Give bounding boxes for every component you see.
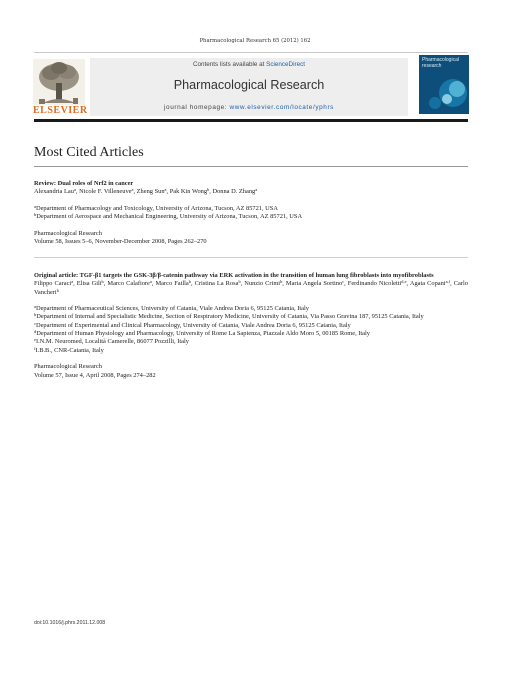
publisher-wordmark: ELSEVIER	[33, 105, 88, 116]
author: Zheng Sun$^a$	[136, 187, 167, 196]
header-divider	[34, 52, 468, 53]
article-title[interactable]: Original article: TGF-β1 targets the GSK-3β/β-catenin pathway via ERK activation in the transition of human lung fibroblasts into myofibroblasts	[34, 272, 434, 279]
article-authors: Alexandria Lau$^a$, Nicole F. Villeneuve$^a$, Zheng Sun$^a$, Pak Kin Wong$^b$, Donna D. Zhang$^a$	[34, 187, 258, 196]
article-entry	[34, 272, 468, 380]
article-journal: Pharmacological Research	[34, 229, 102, 237]
author: Nicole F. Villeneuve$^a$	[79, 187, 134, 196]
article-authors: Filippo Caraci$^a$, Elisa Gili$^b$, Marco Calafiore$^a$, Marco Failla$^b$, Cristina La Rosa$^b$, Nunzio Crimi$^b$, Maria Angela Sortino$^c$, Ferdinando Nicoletti$^{d,e}$, Agata Copani$^{a,f}$, Carlo Vancheri$^b$	[34, 279, 468, 296]
author: Elisa Gili$^b$	[76, 279, 104, 288]
affiliation: $^d$Department of Human Physiology and Pharmacology, University of Rome La Sapienza, Piazzale Aldo Moro 5, 00185 Rome, Italy	[34, 329, 370, 338]
author: Donna D. Zhang$^a$	[212, 187, 258, 196]
author: Agata Copani$^{a,f}$	[409, 279, 451, 288]
page-title: Most Cited Articles	[34, 145, 144, 160]
author: Ferdinando Nicoletti$^{d,e}$	[347, 279, 407, 288]
affiliation: $^a$Department of Pharmacology and Toxicology, University of Arizona, Tucson, AZ 85721, USA	[34, 203, 278, 212]
affiliation: $^a$Department of Pharmaceutical Sciences, University of Catania, Viale Andrea Doria 6, 95125 Catania, Italy	[34, 304, 309, 313]
author: Cristina La Rosa$^b$	[194, 279, 241, 288]
contents-line	[90, 61, 408, 68]
contents-prefix: Contents lists available at	[192, 61, 265, 68]
affiliation: $^c$Department of Experimental and Clinical Pharmacology, University of Catania, Viale Andrea Doria 6, 95125 Catania, Italy	[34, 320, 351, 329]
homepage-prefix: journal homepage:	[164, 104, 228, 111]
author: Alexandria Lau$^a$	[34, 187, 76, 196]
affiliation: $^b$Department of Internal and Specialistic Medicine, Section of Respiratory Medicine, University of Catania, Via Passo Gravina 187, 95125 Catania, Italy	[34, 312, 424, 321]
article-journal: Pharmacological Research	[34, 363, 102, 371]
author: Nunzio Crimi$^b$	[244, 279, 283, 288]
affiliation: $^f$I.B.B., CNR-Catania, Italy	[34, 345, 104, 354]
article-citation: Volume 58, Issues 5–6, November-December 2008, Pages 262–270	[34, 238, 207, 246]
article-citation: Volume 57, Issue 4, April 2008, Pages 274–282	[34, 371, 156, 379]
title-divider	[34, 166, 468, 167]
journal-title: Pharmacological Research	[173, 78, 325, 92]
journal-masthead	[90, 58, 408, 116]
author: Marco Failla$^b$	[155, 279, 191, 288]
homepage-line	[90, 104, 408, 111]
affiliation: $^e$I.N.M. Neuromed, Località Camerelle, 86077 Pozzilli, Italy	[34, 337, 189, 346]
author: Marco Calafiore$^a$	[107, 279, 152, 288]
article-title[interactable]: Review: Dual roles of Nrf2 in cancer	[34, 180, 134, 187]
masthead-rule	[34, 119, 468, 122]
author: Pak Kin Wong$^b$	[169, 187, 210, 196]
article-entry	[34, 180, 468, 246]
affiliation: $^b$Department of Aerospace and Mechanical Engineering, University of Arizona, Tucson, AZ 85721, USA	[34, 212, 303, 221]
running-head: Pharmacological Research 65 (2012) 162	[199, 38, 311, 44]
author: Maria Angela Sortino$^c$	[285, 279, 345, 288]
journal-cover-image	[419, 55, 469, 114]
author: Filippo Caraci$^a$	[34, 279, 74, 288]
doi-footer: doi:10.1016/j.phrs.2011.12.008	[34, 620, 106, 626]
article-divider	[34, 257, 468, 258]
cover-title: Pharmacological research	[422, 57, 459, 69]
sciencedirect-link[interactable]: ScienceDirect	[266, 61, 305, 68]
author: Carlo Vancheri$^b$	[34, 280, 468, 296]
homepage-link[interactable]: www.elsevier.com/locate/yphrs	[229, 104, 334, 111]
